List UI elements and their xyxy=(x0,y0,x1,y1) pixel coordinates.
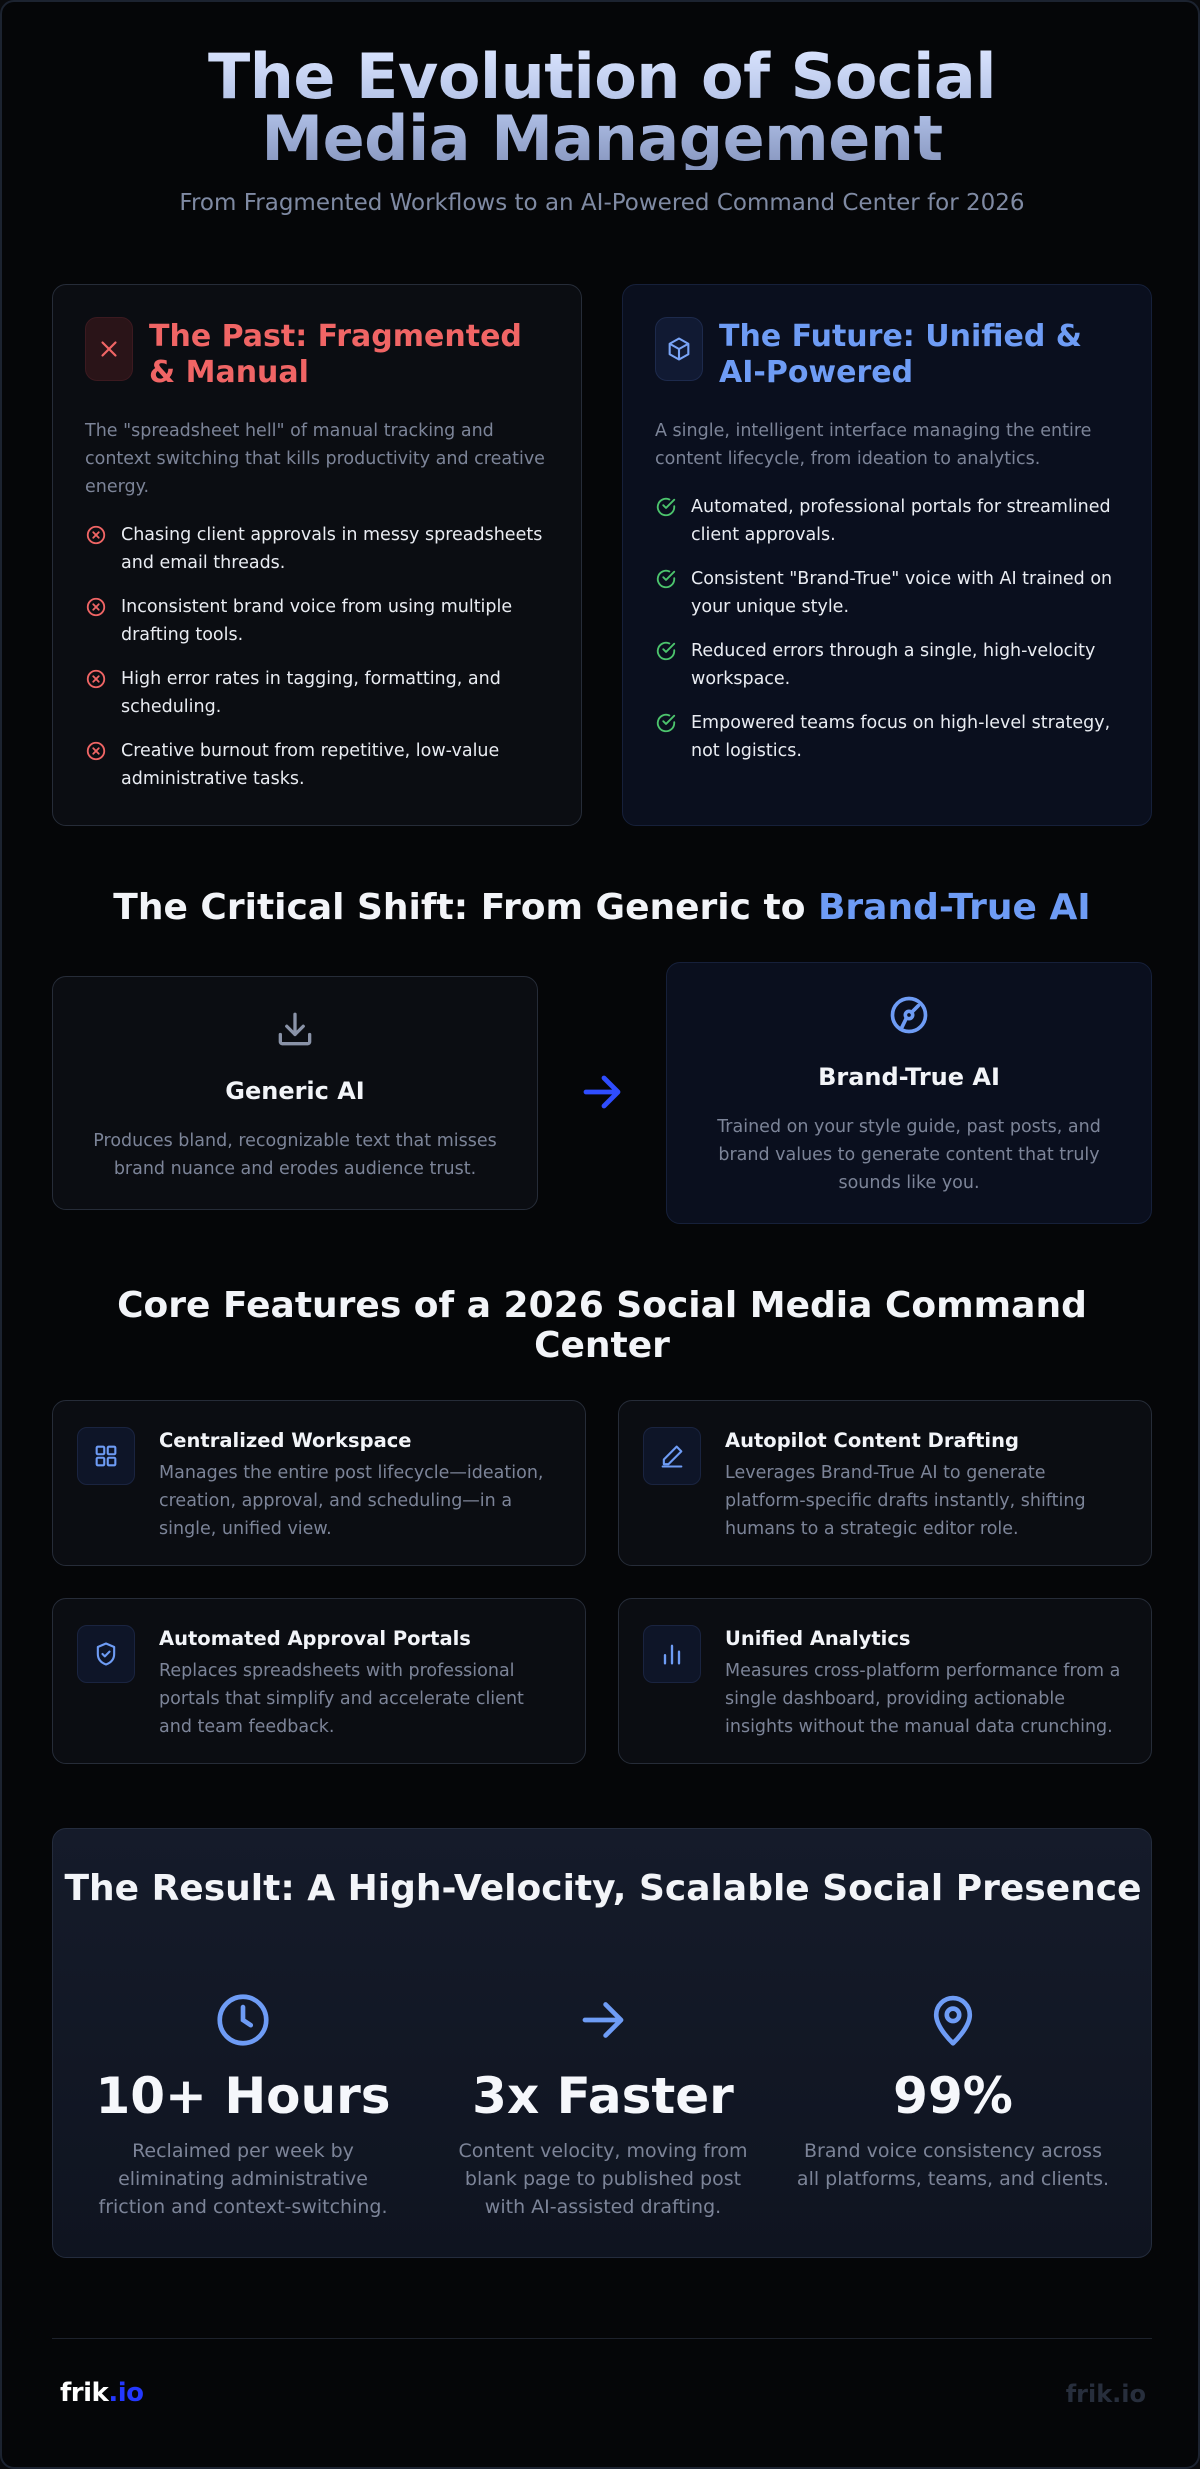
cube-icon xyxy=(655,317,703,381)
feature-title: Automated Approval Portals xyxy=(159,1627,471,1650)
list-item xyxy=(85,665,549,721)
features-section-title: Core Features of a 2026 Social Media Command Center xyxy=(117,1285,1087,1366)
future-title: The Future: Unified & AI-Powered xyxy=(719,319,1082,390)
stat-description: Brand voice consistency across all platforms, teams, and clients. xyxy=(796,2140,1110,2190)
footer-divider xyxy=(52,2338,1152,2339)
page-title: The Evolution of Social Media Management xyxy=(112,46,1092,170)
arrow-right-icon xyxy=(578,1068,626,1116)
clock-icon xyxy=(212,1989,274,2051)
generic-ai-card xyxy=(52,976,538,1210)
result-card xyxy=(52,1828,1152,2258)
check-circle-icon xyxy=(655,496,677,518)
feature-card xyxy=(52,1598,586,1764)
bar-chart-icon xyxy=(643,1625,701,1683)
feature-description: Manages the entire post lifecycle—ideation, creation, approval, and scheduling—in a single, unified view. xyxy=(159,1463,544,1539)
grid-icon xyxy=(77,1427,135,1485)
header xyxy=(2,40,1200,216)
stat-description: Content velocity, moving from blank page to published post with AI-assisted drafting. xyxy=(458,2140,748,2218)
gauge-icon xyxy=(887,993,931,1037)
future-list xyxy=(655,493,1119,765)
stat-value: 10+ Hours xyxy=(95,2067,391,2125)
shield-check-icon xyxy=(77,1625,135,1683)
future-card xyxy=(622,284,1152,826)
stat-velocity xyxy=(443,1989,763,2221)
feature-title: Autopilot Content Drafting xyxy=(725,1429,1019,1452)
feature-title: Unified Analytics xyxy=(725,1627,911,1650)
feature-title: Centralized Workspace xyxy=(159,1429,412,1452)
feature-card xyxy=(618,1400,1152,1566)
list-item xyxy=(655,709,1119,765)
generic-ai-description: Produces bland, recognizable text that misses brand nuance and erodes audience trust. xyxy=(93,1131,497,1179)
list-item-text: Automated, professional portals for streamlined client approvals. xyxy=(691,497,1111,545)
shift-section-title xyxy=(2,888,1200,928)
list-item-text: Creative burnout from repetitive, low-value administrative tasks. xyxy=(121,741,500,789)
list-item xyxy=(655,565,1119,621)
brand-true-ai-title: Brand-True AI xyxy=(818,1063,1000,1091)
x-circle-icon xyxy=(85,524,107,546)
logo-suffix: .io xyxy=(108,2378,144,2408)
list-item xyxy=(655,493,1119,549)
future-description: A single, intelligent interface managing the entire content lifecycle, from ideation to analytics. xyxy=(655,421,1092,469)
feature-description: Measures cross-platform performance from a single dashboard, providing actionable insights without the manual data crunching. xyxy=(725,1661,1121,1737)
download-icon xyxy=(273,1007,317,1051)
brand-true-ai-card xyxy=(666,962,1152,1224)
past-title: The Past: Fragmented & Manual xyxy=(149,319,522,390)
list-item-text: Consistent "Brand-True" voice with AI trained on your unique style. xyxy=(691,569,1113,617)
past-card xyxy=(52,284,582,826)
page-subtitle: From Fragmented Workflows to an AI-Powered Command Center for 2026 xyxy=(179,190,1025,216)
stat-consistency xyxy=(793,1989,1113,2193)
stat-value: 3x Faster xyxy=(472,2067,734,2125)
generic-ai-title: Generic AI xyxy=(225,1077,365,1105)
list-item-text: High error rates in tagging, formatting, and scheduling. xyxy=(121,669,501,717)
check-circle-icon xyxy=(655,568,677,590)
feature-description: Leverages Brand-True AI to generate platform-specific drafts instantly, shifting humans to a strategic editor role. xyxy=(725,1463,1086,1539)
x-circle-icon xyxy=(85,596,107,618)
pen-icon xyxy=(643,1427,701,1485)
check-circle-icon xyxy=(655,640,677,662)
list-item-text: Inconsistent brand voice from using multiple drafting tools. xyxy=(121,597,513,645)
list-item-text: Reduced errors through a single, high-velocity workspace. xyxy=(691,641,1096,689)
list-item xyxy=(85,593,549,649)
result-title: The Result: A High-Velocity, Scalable Social Presence xyxy=(64,1868,1142,1909)
x-icon xyxy=(85,317,133,381)
list-item xyxy=(85,737,549,793)
footer-url[interactable]: frik.io xyxy=(1065,2380,1146,2408)
x-circle-icon xyxy=(85,740,107,762)
x-circle-icon xyxy=(85,668,107,690)
brand-true-ai-description: Trained on your style guide, past posts, and brand values to generate content that truly sounds like you. xyxy=(717,1117,1101,1193)
logo-main: frik xyxy=(60,2378,109,2408)
list-item xyxy=(85,521,549,577)
stat-hours xyxy=(83,1989,403,2221)
shift-title-prefix: The Critical Shift: From Generic to xyxy=(113,887,818,928)
stat-description: Reclaimed per week by eliminating administrative friction and context-switching. xyxy=(98,2140,388,2218)
stat-value: 99% xyxy=(893,2067,1013,2125)
list-item-text: Chasing client approvals in messy spreadsheets and email threads. xyxy=(121,525,543,573)
arrow-right-icon xyxy=(572,1989,634,2051)
map-pin-icon xyxy=(922,1989,984,2051)
feature-description: Replaces spreadsheets with professional portals that simplify and accelerate client and team feedback. xyxy=(159,1661,524,1737)
list-item-text: Empowered teams focus on high-level strategy, not logistics. xyxy=(691,713,1111,761)
feature-card xyxy=(618,1598,1152,1764)
frik-logo xyxy=(60,2378,144,2408)
check-circle-icon xyxy=(655,712,677,734)
past-list xyxy=(85,521,549,793)
list-item xyxy=(655,637,1119,693)
feature-card xyxy=(52,1400,586,1566)
shift-title-accent: Brand-True AI xyxy=(817,887,1091,928)
past-description: The "spreadsheet hell" of manual tracking and context switching that kills productivity and creative energy. xyxy=(85,421,545,497)
